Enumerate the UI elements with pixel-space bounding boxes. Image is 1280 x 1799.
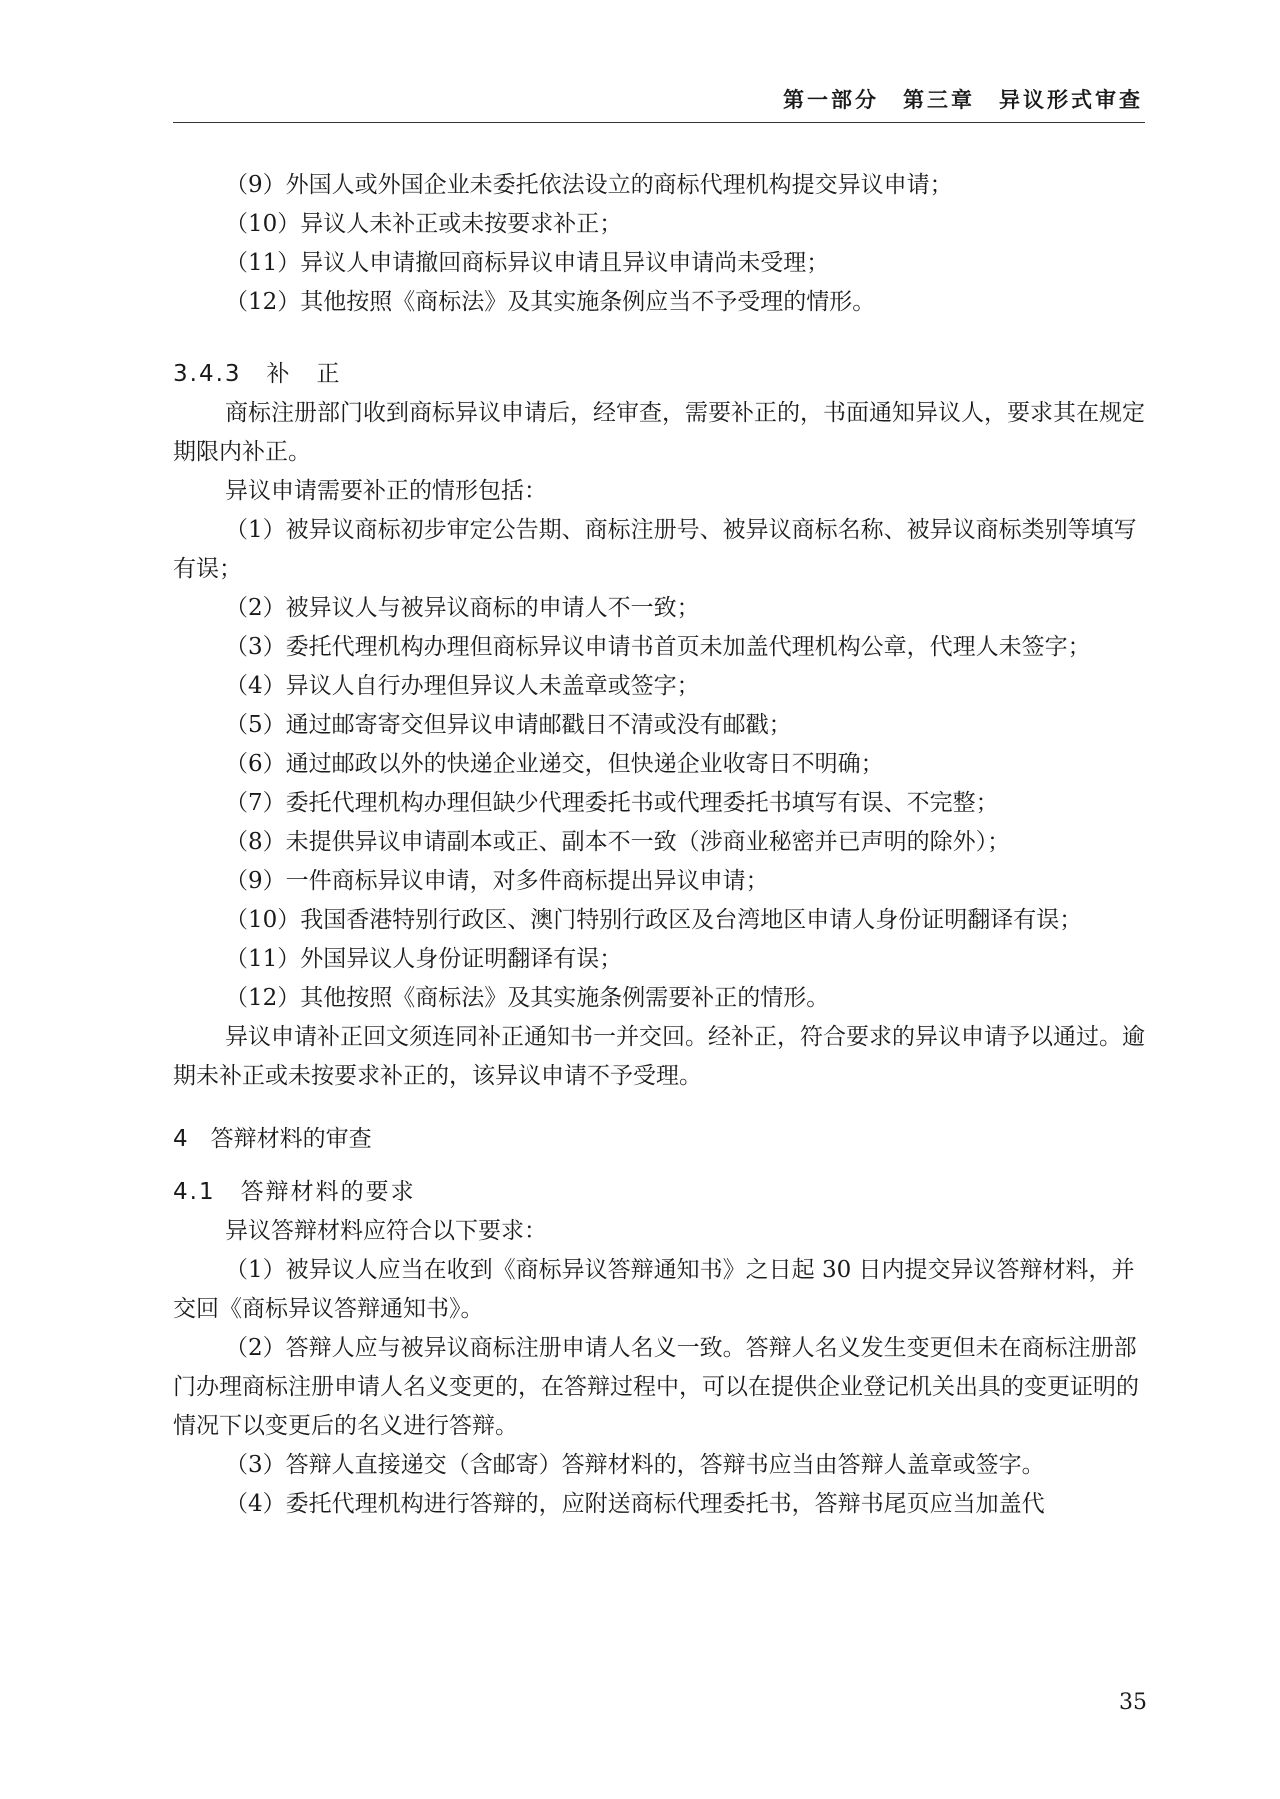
list-item: （1）被异议人应当在收到《商标异议答辩通知书》之日起 30 日内提交异议答辩材料，并交回《商标异议答辩通知书》。: [173, 1257, 1135, 1322]
list-item: （1）被异议商标初步审定公告期、商标注册号、被异议商标名称、被异议商标类别等填写有误；: [173, 517, 1137, 582]
page-number: 35: [1119, 1690, 1147, 1715]
list-item: （3）委托代理机构办理但商标异议申请书首页未加盖代理机构公章，代理人未签字；: [225, 634, 1091, 660]
paragraph: 异议申请需要补正的情形包括：: [225, 478, 547, 504]
list-item: （2）答辩人应与被异议商标注册申请人名义一致。答辩人名义发生变更但未在商标注册部门办理商标注册申请人名义变更的，在答辩过程中，可以在提供企业登记机关出具的变更证明的情况下以变更后的名义进行答辩。: [173, 1335, 1139, 1439]
section-heading-4-1: 4.1 答辩材料的要求: [173, 1179, 416, 1205]
list-item: （9）外国人或外国企业未委托依法设立的商标代理机构提交异议申请；: [225, 172, 953, 198]
list-item: （12）其他按照《商标法》及其实施条例需要补正的情形。: [225, 985, 830, 1011]
paragraph: 异议答辩材料应符合以下要求：: [225, 1218, 547, 1244]
list-item: （12）其他按照《商标法》及其实施条例应当不予受理的情形。: [225, 289, 876, 315]
section-heading-4: 4 答辩材料的审查: [173, 1126, 372, 1152]
header-rule: [173, 122, 1145, 123]
paragraph: 商标注册部门收到商标异议申请后，经审查，需要补正的，书面通知异议人，要求其在规定期限内补正。: [173, 400, 1145, 465]
list-item: （10）异议人未补正或未按要求补正；: [225, 211, 623, 237]
list-item: （5）通过邮寄寄交但异议申请邮戳日不清或没有邮戳；: [225, 712, 792, 738]
paragraph: 异议申请补正回文须连同补正通知书一并交回。经补正，符合要求的异议申请予以通过。逾期未补正或未按要求补正的，该异议申请不予受理。: [173, 1024, 1145, 1089]
list-item: （10）我国香港特别行政区、澳门特别行政区及台湾地区申请人身份证明翻译有误；: [225, 907, 1083, 933]
page-body: [173, 166, 1145, 1524]
list-item: （4）异议人自行办理但异议人未盖章或签字；: [225, 673, 700, 699]
list-item: （11）外国异议人身份证明翻译有误；: [225, 946, 623, 972]
section-heading-3-4-3: 3.4.3 补 正: [173, 361, 342, 387]
running-header: 第一部分 第三章 异议形式审查: [783, 87, 1143, 112]
list-item: （9）一件商标异议申请，对多件商标提出异议申请；: [225, 868, 769, 894]
list-item: （3）答辩人直接递交（含邮寄）答辩材料的，答辩书应当由答辩人盖章或签字。: [225, 1452, 1045, 1478]
list-item: （2）被异议人与被异议商标的申请人不一致；: [225, 595, 700, 621]
list-item: （7）委托代理机构办理但缺少代理委托书或代理委托书填写有误、不完整；: [225, 790, 999, 816]
list-item: （11）异议人申请撤回商标异议申请且异议申请尚未受理；: [225, 250, 830, 276]
list-item: （4）委托代理机构进行答辩的，应附送商标代理委托书，答辩书尾页应当加盖代: [225, 1491, 1045, 1517]
list-item: （8）未提供异议申请副本或正、副本不一致（涉商业秘密并已声明的除外）；: [225, 829, 1011, 855]
list-item: （6）通过邮政以外的快递企业递交，但快递企业收寄日不明确；: [225, 751, 884, 777]
